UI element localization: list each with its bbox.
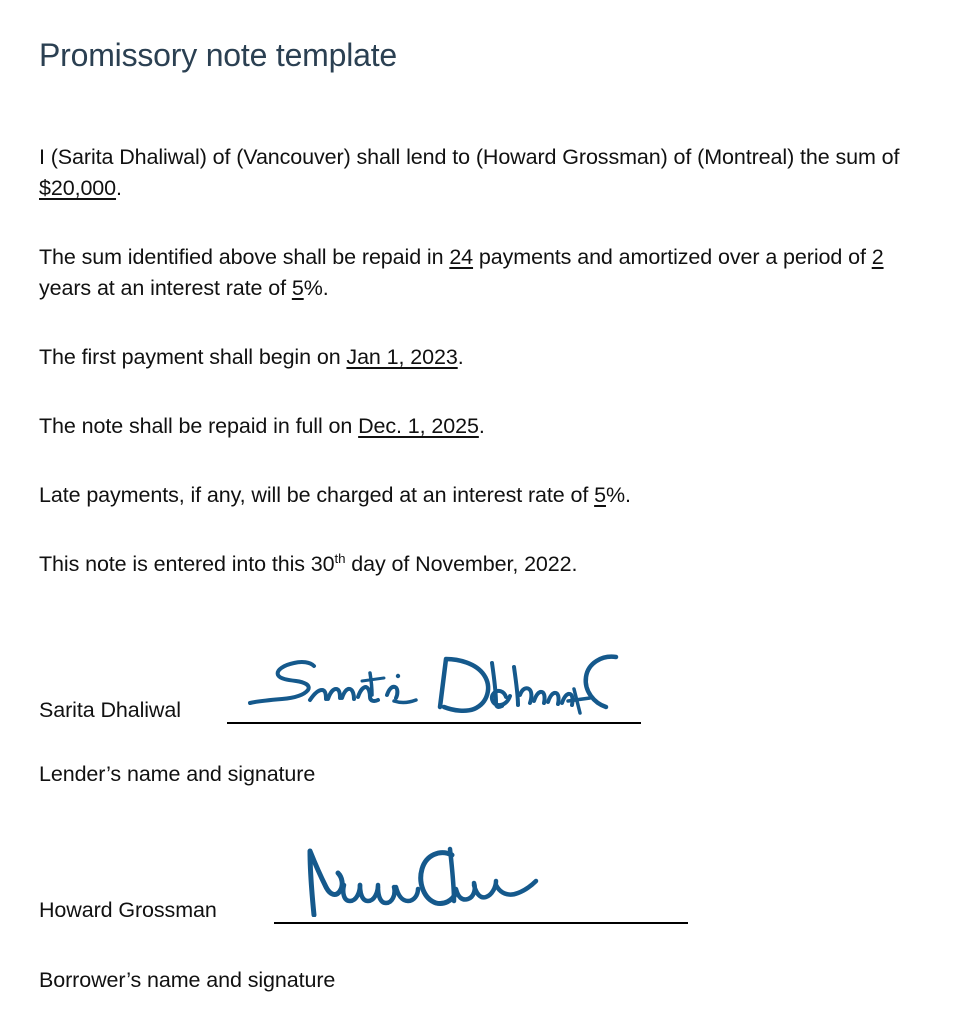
payment-count-value: 24 — [449, 245, 474, 269]
interest-rate-value: 5 — [291, 276, 304, 300]
lender-signature-block — [39, 688, 929, 724]
p3-text-a: The first payment shall begin on — [39, 345, 347, 369]
execution-day-value: 30 — [310, 552, 335, 576]
borrower-signature-ink — [284, 841, 554, 922]
paragraph-late-payments — [39, 480, 929, 511]
p3-text-b: . — [457, 345, 464, 369]
lender-signature-ink — [244, 651, 624, 722]
p5-text-b: %. — [605, 483, 631, 507]
borrower-name: Howard Grossman — [39, 898, 217, 922]
loan-amount-value: $20,000 — [39, 176, 117, 200]
p2-text-d: %. — [303, 276, 329, 300]
term-years-value: 2 — [871, 245, 884, 269]
p1-text-after: . — [116, 176, 122, 200]
maturity-date-value: Dec. 1, 2025 — [358, 414, 479, 438]
paragraph-repayment-terms — [39, 242, 929, 304]
paragraph-execution-date — [39, 549, 929, 580]
paragraph-loan-terms — [39, 142, 929, 204]
borrower-signature-block — [39, 888, 929, 924]
document-body — [39, 142, 929, 580]
lender-signature-caption: Lender’s name and signature — [39, 762, 316, 786]
p2-text-c: years at an interest rate of — [39, 276, 292, 300]
paragraph-maturity — [39, 411, 929, 442]
p4-text-a: The note shall be repaid in full on — [39, 414, 359, 438]
first-payment-date-value: Jan 1, 2023 — [346, 345, 458, 369]
borrower-signature-row — [39, 888, 929, 924]
p2-text-b: payments and amortized over a period of — [473, 245, 872, 269]
page-title: Promissory note template — [39, 37, 398, 73]
p5-text-a: Late payments, if any, will be charged at an interest rate of — [39, 483, 595, 507]
borrower-signature-caption: Borrower’s name and signature — [39, 968, 336, 992]
ordinal-suffix: th — [334, 550, 346, 566]
p6-text-a: This note is entered into this — [39, 552, 311, 576]
late-interest-rate-value: 5 — [594, 483, 606, 507]
paragraph-first-payment — [39, 342, 929, 373]
p6-text-b: day of November, 2022. — [345, 552, 578, 576]
p2-text-a: The sum identified above shall be repaid in — [39, 245, 450, 269]
lender-signature-row — [39, 688, 929, 724]
borrower-signature-line[interactable] — [274, 922, 688, 924]
lender-signature-line[interactable] — [227, 722, 641, 724]
p1-text-before: I (Sarita Dhaliwal) of (Vancouver) shall lend to (Howard Grossman) of (Montreal) the sum of — [39, 145, 900, 169]
lender-name: Sarita Dhaliwal — [39, 698, 181, 722]
p4-text-b: . — [478, 414, 485, 438]
